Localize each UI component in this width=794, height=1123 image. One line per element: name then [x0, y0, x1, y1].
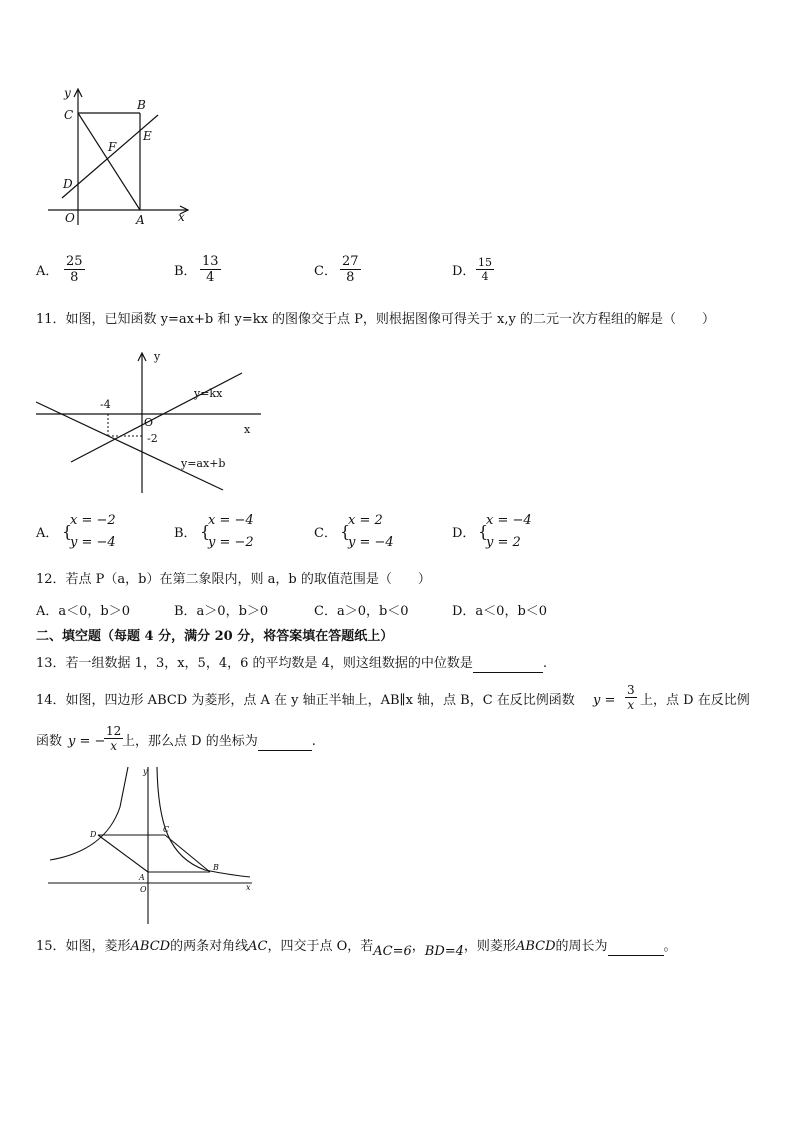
denominator: 8 — [346, 270, 355, 285]
segment-cb — [165, 835, 210, 872]
line-de — [62, 115, 158, 198]
q10-option-b-letter: B． — [174, 264, 197, 279]
numerator: 12 — [106, 724, 122, 738]
figure-rectangle-diagram — [40, 85, 200, 230]
q12-option-c: C．a＞0，b＜0 — [314, 604, 409, 619]
q11-text: 11．如图，已知函数 y=ax+b 和 y=kx 的图像交于点 P，则根据图像可得关于 x,y 的二元一次方程组的解是（ ） — [36, 312, 716, 327]
label-neg2: -2 — [147, 432, 158, 445]
label-d: D — [63, 177, 73, 191]
q11-option-d-letter: D． — [452, 526, 476, 541]
q13-answer-blank — [473, 656, 543, 673]
q15-part3: ，四交于点 O，若 — [267, 939, 374, 954]
q13-line — [36, 656, 547, 673]
brace: { — [200, 522, 211, 541]
q12-option-b: B．a＞0，b＞0 — [174, 604, 269, 619]
label-c: C — [64, 108, 74, 122]
q15-answer-blank — [608, 939, 664, 956]
q10-option-a-letter: A． — [36, 264, 59, 279]
q10-option-b-fraction — [200, 254, 221, 285]
equation-1: x = −4 — [208, 513, 254, 528]
equation-1: x = −2 — [70, 513, 116, 528]
q15-abcd: ABCD — [130, 939, 171, 954]
q14-fraction-3-over-x — [625, 683, 637, 712]
q14-line2 — [122, 734, 316, 751]
label-b: B — [137, 98, 146, 112]
label-y-kx: y=kx — [194, 387, 223, 400]
segment-ca — [78, 113, 140, 210]
q11-option-a-system — [70, 510, 116, 554]
q14-part2: 上，点 D 在反比例 — [640, 693, 750, 708]
equation-2: y = 2 — [486, 535, 521, 550]
equation-2: y = −4 — [70, 535, 116, 550]
equation-2: y = −2 — [208, 535, 254, 550]
label-y: y — [143, 767, 148, 776]
equation-2: y = −4 — [348, 535, 394, 550]
q10-option-a-fraction — [64, 254, 85, 285]
q14-f2-lhs: y = − — [68, 734, 106, 749]
q14-part4: 上，那么点 D 的坐标为 — [122, 734, 258, 749]
q15-ac: AC — [248, 939, 268, 954]
q11-option-c-letter: C． — [314, 526, 337, 541]
q15-sep: ， — [411, 939, 425, 954]
q14-part3: 函数 — [36, 734, 63, 749]
label-b: B — [213, 863, 219, 872]
label-a: A — [136, 213, 145, 227]
curve-right-branch — [157, 767, 250, 877]
label-o: O — [140, 885, 147, 894]
q13-text: 13．若一组数据 1，3，x，5，4，6 的平均数是 4，则这组数据的中位数是 — [36, 656, 473, 671]
label-a: A — [139, 873, 145, 882]
q12-option-d: D．a＜0，b＜0 — [452, 604, 548, 619]
q11-option-d-system — [486, 510, 532, 554]
label-x: x — [178, 210, 185, 224]
numerator: 27 — [342, 254, 359, 269]
numerator: 25 — [66, 254, 83, 269]
label-neg4: -4 — [100, 398, 111, 411]
label-y: y — [64, 86, 71, 100]
q11-option-b-system — [208, 510, 254, 554]
numerator: 13 — [202, 254, 219, 269]
line-ax-b — [36, 402, 226, 490]
q14-part1: 14．如图，四边形 ABCD 为菱形，点 A 在 y 轴正半轴上，AB∥x 轴，点 B，C 在反比例函数 — [36, 693, 575, 708]
numerator: 15 — [478, 256, 492, 269]
q15-abcd2: ABCD — [515, 939, 556, 954]
section-heading: 二、填空题（每题 4 分，满分 20 分，将答案填在答题纸上） — [36, 629, 394, 644]
denominator: 4 — [481, 270, 489, 283]
q11-option-a-letter: A． — [36, 526, 59, 541]
label-c: C — [163, 825, 170, 834]
figure-linear-functions — [36, 348, 266, 498]
label-o: O — [65, 211, 75, 225]
q11-option-c-system — [348, 510, 394, 554]
label-y: y — [154, 350, 161, 363]
q14-fraction-12-over-x — [104, 724, 123, 753]
q10-option-c-fraction — [340, 254, 361, 285]
label-f: F — [108, 140, 117, 154]
q15-cond2: BD=4 — [424, 944, 464, 959]
q10-option-d-letter: D． — [452, 264, 476, 279]
brace: { — [62, 522, 73, 541]
segment-da — [98, 835, 148, 872]
label-d: D — [90, 830, 97, 839]
q15-end: 。 — [663, 939, 677, 954]
equation-1: x = 2 — [348, 513, 383, 528]
curve-left-branch — [50, 767, 128, 860]
q14-answer-blank — [258, 734, 312, 751]
q10-option-c-letter: C． — [314, 264, 337, 279]
brace: { — [340, 522, 351, 541]
brace: { — [478, 522, 489, 541]
q14-end: . — [311, 734, 316, 749]
denominator: 4 — [206, 270, 215, 285]
numerator: 3 — [627, 683, 635, 697]
denominator: x — [627, 698, 635, 712]
equation-1: x = −4 — [486, 513, 532, 528]
q15-part2: 的两条对角线 — [170, 939, 249, 954]
q15-part4: ，则菱形 — [463, 939, 516, 954]
label-o: O — [144, 416, 154, 429]
q15-part5: 的周长为 — [555, 939, 608, 954]
q15-part1: 15．如图，菱形 — [36, 939, 131, 954]
label-x: x — [244, 423, 251, 436]
q14-f1-lhs: y = — [593, 693, 616, 708]
denominator: x — [110, 739, 118, 753]
figure-rhombus-inverse-functions — [40, 762, 260, 927]
q13-end: . — [542, 656, 548, 671]
q15-cond1: AC=6 — [373, 944, 412, 959]
label-y-ax-b: y=ax+b — [181, 457, 226, 470]
label-x: x — [246, 883, 251, 892]
q10-option-d-fraction — [476, 256, 494, 283]
q15-line — [36, 939, 677, 959]
q12-option-a: A．a＜0，b＞0 — [36, 604, 131, 619]
q12-text: 12．若点 P（a，b）在第二象限内，则 a，b 的取值范围是（ ） — [36, 572, 431, 587]
q11-option-b-letter: B． — [174, 526, 197, 541]
label-e: E — [143, 129, 152, 143]
denominator: 8 — [70, 270, 79, 285]
